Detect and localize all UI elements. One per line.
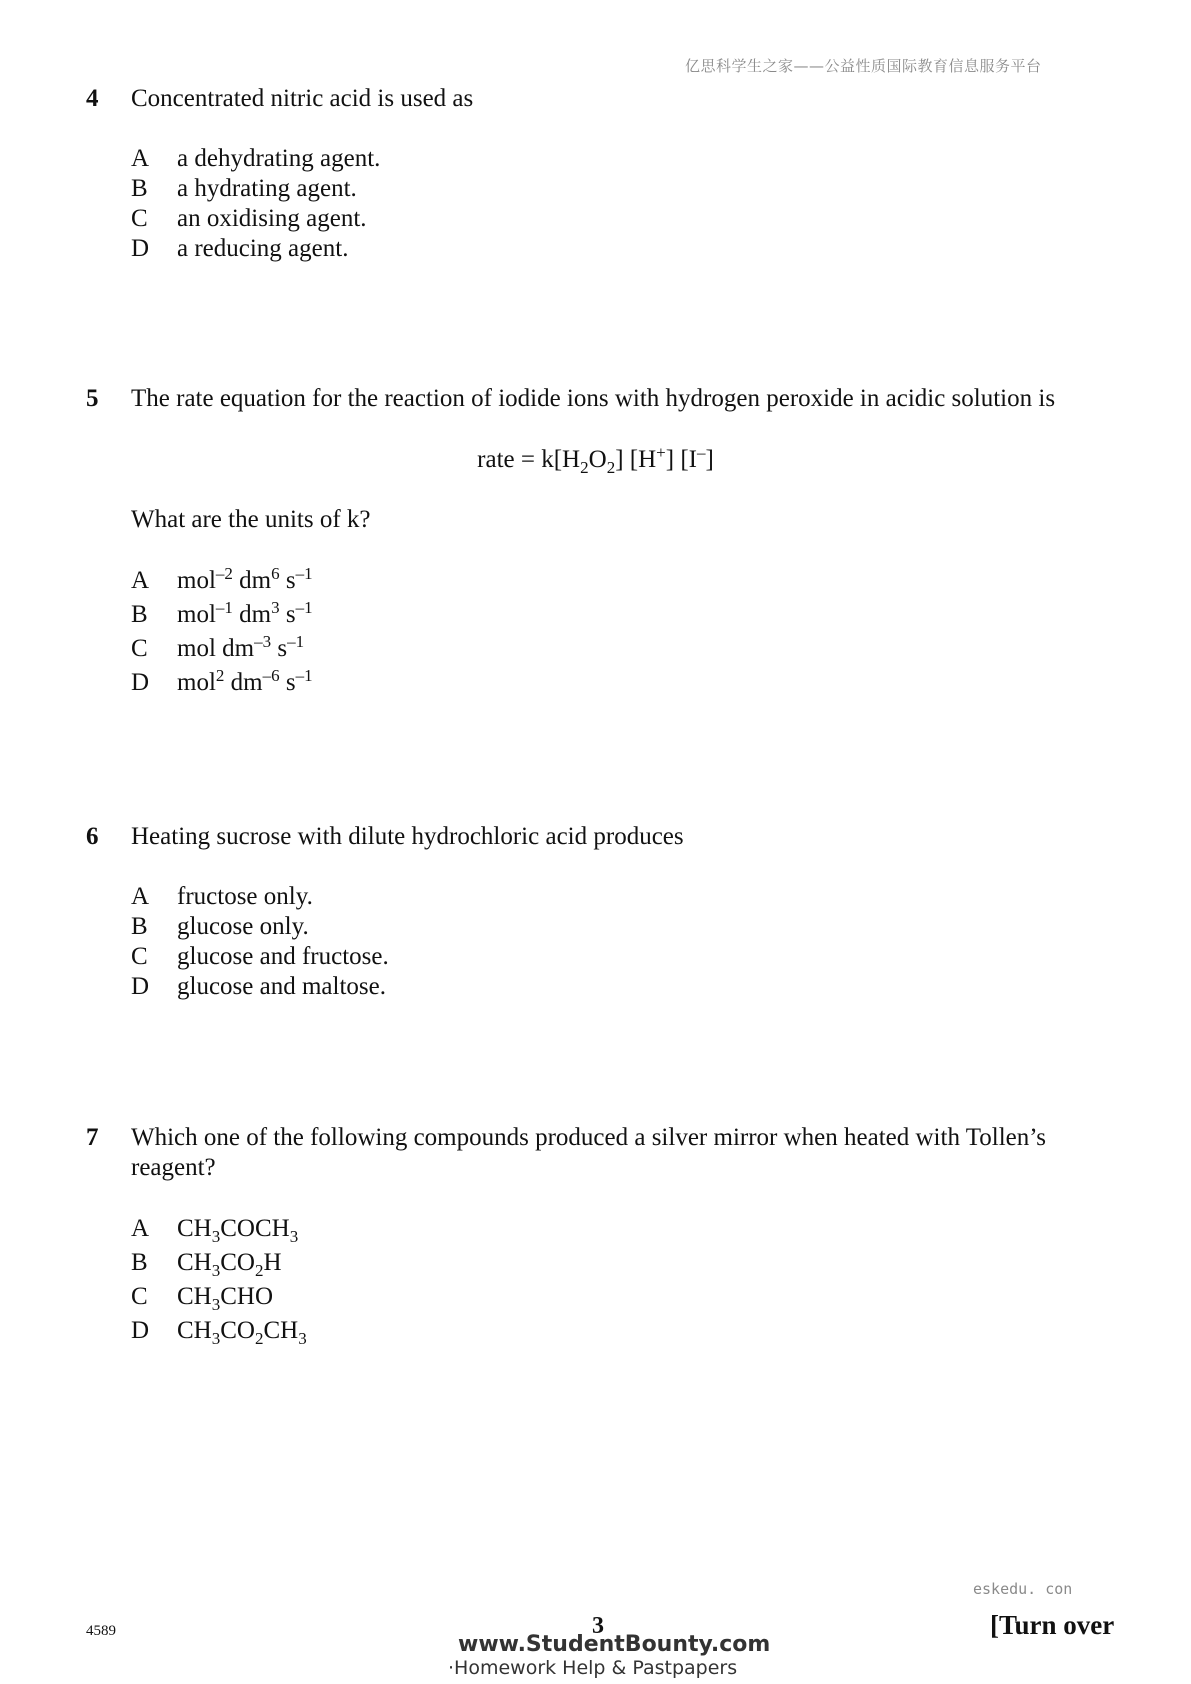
option-letter: A <box>131 567 150 594</box>
site-watermark: eskedu. con <box>973 1580 1073 1598</box>
option-text: a dehydrating agent. <box>177 145 381 172</box>
option-letter: D <box>131 235 150 262</box>
question-text: Concentrated nitric acid is used as <box>131 85 474 112</box>
option-letter: A <box>131 883 150 910</box>
top-watermark: 亿思科学生之家——公益性质国际教育信息服务平台 <box>685 57 1042 75</box>
paper-code: 4589 <box>86 1623 116 1639</box>
option-text: glucose and maltose. <box>177 973 386 1000</box>
question-prompt: What are the units of k? <box>131 506 371 533</box>
option-letter: C <box>131 205 148 232</box>
question-number: 7 <box>86 1124 99 1151</box>
option-text: $CH_3CHO$ <box>177 1283 274 1314</box>
option-letter: C <box>131 943 148 970</box>
option-letter: B <box>131 601 148 628</box>
option-text: an oxidising agent. <box>177 205 367 232</box>
question-text: Heating sucrose with dilute hydrochloric acid produces <box>131 823 684 850</box>
option-text: $CH_3CO_2H$ <box>177 1249 282 1280</box>
option-letter: C <box>131 1283 148 1310</box>
option-text: a hydrating agent. <box>177 175 357 202</box>
option-text: glucose and fructose. <box>177 943 389 970</box>
option-text: mol $dm^{-3}$ $s^{-1}$ <box>177 632 305 662</box>
studentbounty-logo-url: www.StudentBounty.com <box>458 1632 771 1657</box>
question-number: 6 <box>86 823 99 850</box>
option-letter: D <box>131 1317 150 1344</box>
option-text: fructose only. <box>177 883 313 910</box>
option-text: a reducing agent. <box>177 235 349 262</box>
page-number: 3 <box>592 1613 604 1639</box>
question-number: 4 <box>86 85 99 112</box>
option-text: $CH_3COCH_3$ <box>177 1215 299 1246</box>
option-text: mol$^{-1}$ $dm^3$ $s^{-1}$ <box>177 598 313 628</box>
option-letter: B <box>131 913 148 940</box>
option-letter: A <box>131 145 150 172</box>
studentbounty-logo-tagline: ·Homework Help & Pastpapers <box>448 1657 738 1679</box>
option-letter: B <box>131 1249 148 1276</box>
option-text: mol$^2$ $dm^{-6}$ $s^{-1}$ <box>177 666 313 696</box>
option-text: glucose only. <box>177 913 309 940</box>
question-number: 5 <box>86 385 99 412</box>
question-text: Which one of the following compounds produced a silver mirror when heated with Tollen’s reagent? <box>131 1124 1046 1181</box>
option-text: mol$^{-2}$ $dm^6$ $s^{-1}$ <box>177 564 313 594</box>
option-letter: C <box>131 635 148 662</box>
option-letter: D <box>131 669 150 696</box>
turn-over-label: [Turn over <box>990 1610 1115 1640</box>
option-text: $CH_3CO_2CH_3$ <box>177 1317 307 1348</box>
question-text: The rate equation for the reaction of iodide ions with hydrogen peroxide in acidic solution is <box>131 385 1056 412</box>
option-letter: B <box>131 175 148 202</box>
rate-equation: rate = $k[H_2O_2]$ [H+] [I–] <box>477 443 714 477</box>
option-letter: D <box>131 973 150 1000</box>
option-letter: A <box>131 1215 150 1242</box>
